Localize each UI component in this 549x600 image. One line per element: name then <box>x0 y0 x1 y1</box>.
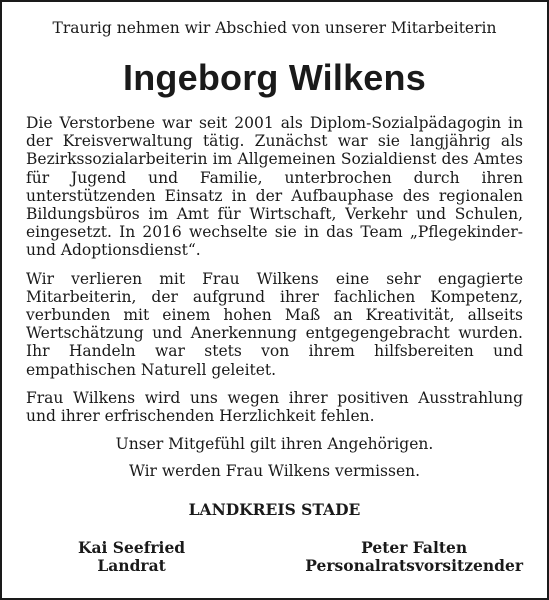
signatory-landrat <box>78 539 185 575</box>
tribute-paragraph: Wir verlieren mit Frau Wilkens eine sehr engagierte Mitarbeiterin, der aufgrund ihrer fachlichen Kompetenz, verbunden mit einem hohen Maß an Kreativität, allseits Wertschätzung und Anerkennung entgegengebracht wurden. Ihr Handeln war stets von ihrem hilfsbereiten und empathischen Naturell geleitet. <box>26 269 523 379</box>
intro-line: Traurig nehmen wir Abschied von unserer Mitarbeiterin <box>52 19 497 37</box>
organization-name: LANDKREIS STADE <box>188 499 361 519</box>
signatory-name: Kai Seefried <box>78 537 186 557</box>
signatory-personalrat <box>305 539 523 575</box>
signatory-title: Landrat <box>97 555 166 575</box>
career-paragraph: Die Verstorbene war seit 2001 als Diplom-Sozialpädagogin in der Kreisverwaltung tätig. Zunächst war sie langjährig als Bezirkssozialarbeiterin im Allgemeinen Sozialdienst des Amtes für Jugend und Familie, unterbrochen durch ihren unterstützenden Einsatz in der Aufbauphase des regionalen Bildungsbüros im Amt für Wirtschaft, Verkehr und Schulen, eingesetzt. In 2016 wechselte sie in das Team „Pflegekinder- und Adoptionsdienst“. <box>26 114 523 260</box>
missed-paragraph: Frau Wilkens wird uns wegen ihrer positiven Ausstrahlung und ihrer erfrischenden Herzlichkeit fehlen. <box>26 388 523 426</box>
condolence-line: Unser Mitgefühl gilt ihren Angehörigen. <box>115 435 434 454</box>
signatory-title: Personalratsvorsitzender <box>305 555 523 575</box>
signatures <box>26 539 523 575</box>
farewell-line: Wir werden Frau Wilkens vermissen. <box>128 462 421 481</box>
deceased-name: Ingeborg Wilkens <box>123 57 426 98</box>
signatory-name: Peter Falten <box>361 537 468 557</box>
